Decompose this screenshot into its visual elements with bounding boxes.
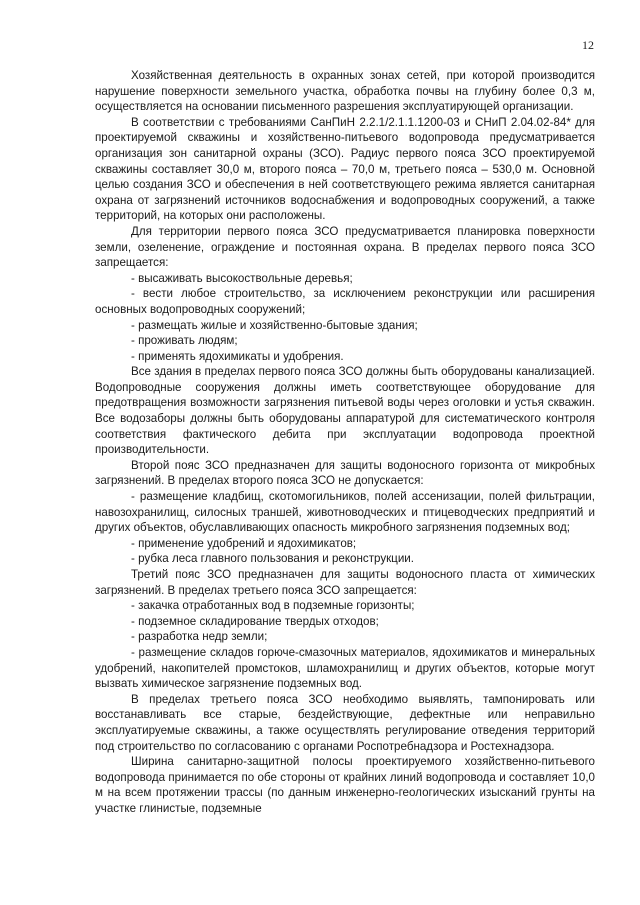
list-item: - высаживать высокоствольные деревья;: [131, 271, 353, 285]
list-item: - размещать жилые и хозяйственно-бытовые здания;: [131, 318, 418, 332]
list-item: - закачка отработанных вод в подземные горизонты;: [131, 599, 415, 613]
list-item: - применять ядохимикаты и удобрения.: [131, 349, 344, 363]
paragraph: В соответствии с требованиями СанПиН 2.2.1/2.1.1.1200-03 и СНиП 2.04.02-84* для проектируемой скважины и хозяйственно-питьевого водопровода предусматривается организация зон санитарной охраны (ЗСО). Радиус первого пояса ЗСО проектируемой скважины составляет 30,0 м, второго пояса – 70,0 м, третьего пояса – 530,0 м. Основной целью создания ЗСО и обеспечения в ней соответствующего режима является санитарная охрана от загрязнений источников водоснабжения и водопроводных сооружений, а также территорий, на которых они расположены.: [95, 115, 595, 223]
paragraph: Ширина санитарно-защитной полосы проектируемого хозяйственно-питьевого водопровода принимается по обе стороны от крайних линий водопровода и составляет 10,0 м на всем протяжении трассы (по данным инженерно-геологических изысканий грунты на участке глинистые, подземные: [95, 755, 595, 815]
list-item: - проживать людям;: [131, 334, 238, 348]
list-item: - разработка недр земли;: [131, 630, 268, 644]
paragraph: Второй пояс ЗСО предназначен для защиты водоносного горизонта от микробных загрязнений. В пределах второго пояса ЗСО не допускается:: [95, 458, 595, 488]
document-body: [95, 68, 595, 817]
paragraph: Третий пояс ЗСО предназначен для защиты водоносного пласта от химических загрязнений. В пределах третьего пояса ЗСО запрещается:: [95, 568, 595, 597]
list-item: - вести любое строительство, за исключением реконструкции или расширения основных водопроводных сооружений;: [95, 287, 595, 316]
list-item: - размещение складов горюче-смазочных материалов, ядохимикатов и минеральных удобрений, накопителей промстоков, шламохранилищ и других объектов, которые могут вызвать химическое загрязнение подземных вод.: [95, 645, 595, 691]
paragraph: Хозяйственная деятельность в охранных зонах сетей, при которой производится нарушение поверхности земельного участка, обработка почвы на глубину более 0,3 м, осуществляется на основании письменного разрешения эксплуатирующей организации.: [95, 69, 595, 114]
list-item: - применение удобрений и ядохимикатов;: [131, 536, 357, 550]
page-number: 12: [582, 38, 594, 52]
list-item: - размещение кладбищ, скотомогильников, полей ассенизации, полей фильтрации, навозохранилищ, силосных траншей, животноводческих и птицеводческих предприятий и других объектов, обуславливающих опасность микробного загрязнения подземных вод;: [95, 490, 595, 535]
paragraph: Все здания в пределах первого пояса ЗСО должны быть оборудованы канализацией. Водопроводные сооружения должны иметь соответствующее оборудование для предотвращения возможности загрязнения питьевой воды через оголовки и устья скважин. Все водозаборы должны быть оборудованы аппаратурой для систематического контроля соответствия фактического дебита при эксплуатации водопровода проектной производительности.: [95, 365, 595, 457]
list-item: - подземное складирование твердых отходов;: [131, 614, 379, 628]
list-item: - рубка леса главного пользования и реконструкции.: [131, 552, 414, 566]
paragraph: В пределах третьего пояса ЗСО необходимо выявлять, тампонировать или восстанавливать все старые, бездействующие, дефектные или неправильно эксплуатируемые скважины, а также осуществлять регулирование отведения территорий под строительство по согласованию с органами Роспотребнадзора и Ростехнадзора.: [95, 692, 595, 753]
paragraph: Для территории первого пояса ЗСО предусматривается планировка поверхности земли, озеленение, ограждение и постоянная охрана. В пределах первого пояса ЗСО запрещается:: [95, 224, 595, 270]
